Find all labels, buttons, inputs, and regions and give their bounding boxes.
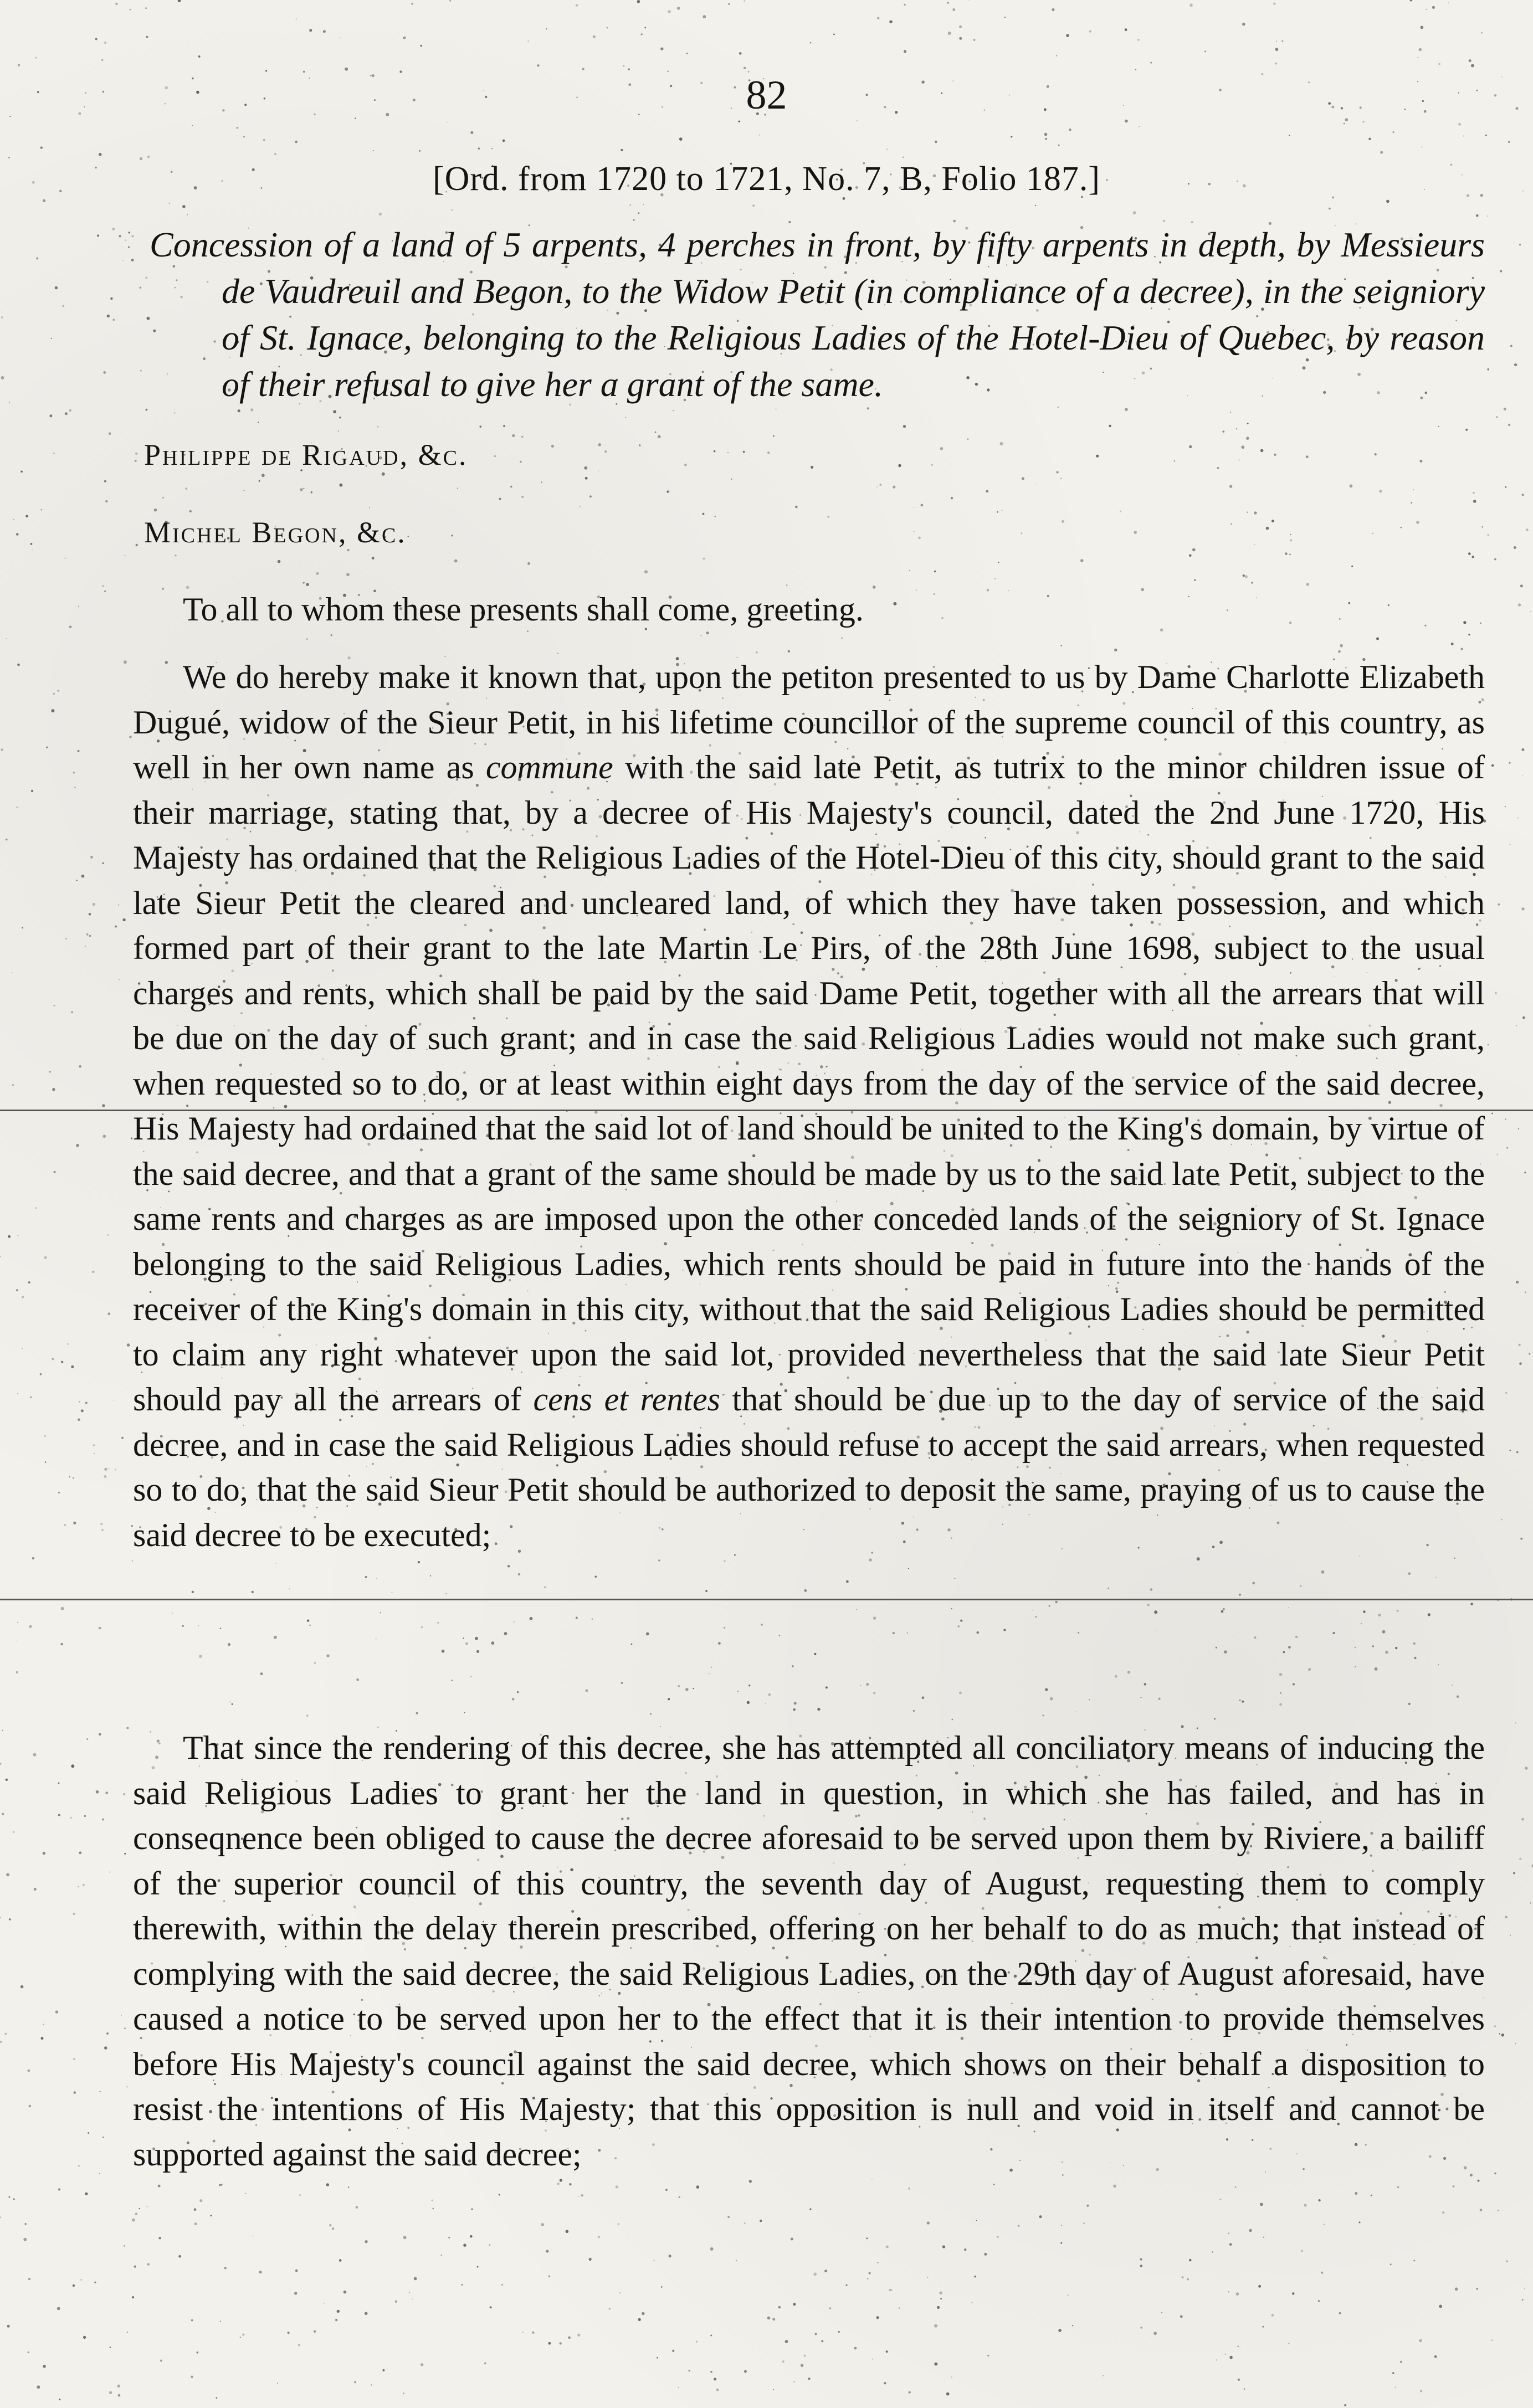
signatory-1: Philippe de Rigaud, &c. <box>144 438 468 471</box>
paragraph-2 <box>133 1726 1485 2177</box>
header-reference: [Ord. from 1720 to 1721, No. 7, B, Folio 187.] <box>432 160 1101 198</box>
scan-line-2 <box>0 1599 1533 1600</box>
paragraph-1-italic-2: cens et rentes <box>533 1381 720 1418</box>
signatory-2: Michel Begon, &c. <box>144 516 407 549</box>
paragraph-2-text: That since the rendering of this decree, she has attempted all conciliatory means of inducing the said Religious Ladies to grant her the land in question, in which she has failed, and has in conseqnence been obliged to cause the decree aforesaid to be served upon them by Riviere, a bailiff of the superior council of this country, the seventh day of August, requesting them to comply therewith, within the delay therein prescribed, offering on her behalf to do as much; that instead of complying with the said decree, the said Religious Ladies, on the 29th day of August aforesaid, have caused a notice to be served upon her to the effect that it is their intention to provide themselves before His Majesty's council against the said decree, which shows on their behalf a disposition to resist the intentions of His Majesty; that this opposition is null and void in itself and cannot be supported against the said decree; <box>133 1729 1485 2173</box>
greeting-line <box>133 587 1485 633</box>
greeting-text: To all to whom these presents shall come, greeting. <box>183 591 864 628</box>
document-caption <box>150 222 1485 408</box>
paragraph-1-italic-1: commune <box>485 749 613 785</box>
caption-text: Concession of a land of 5 arpents, 4 perches in front, by fifty arpents in depth, by Messieurs de Vaudreuil and Begon, to the Widow Petit (in compliance of a decree), in the seigniory of St. Ignace, belonging to the Religious Ladies of the Hotel-Dieu of Quebec, by reason of their refusal to give her a grant of the same. <box>150 225 1485 404</box>
paragraph-1-part-1: We do hereby make it known that, upon the petiton presented to us by Dame Charlotte Elizabeth Dugué, widow of the Sieur Petit, in his lifetime councillor of the supreme council of this country, as well in her own name as <box>133 659 1485 785</box>
paragraph-1-part-2: with the said late Petit, as tutrix to the minor children issue of their marriage, stating that, by a decree of His Majesty's council, dated the 2nd June 1720, His Majesty has ordained that the Religious Ladies of the Hotel-Dieu of this city, should grant to the said late Sieur Petit the cleared and uncleared land, of which they have taken possession, and which formed part of their grant to the late Martin Le Pirs, of the 28th June 1698, subject to the usual charges and rents, which shall be paid by the said Dame Petit, together with all the arrears that will be due on the day of such grant; and in case the said Religious Ladies would not make such grant, when requested so to do, or at least within eight days from the day of the service of the said decree, His Majesty had ordained that the said lot of land should be united to the King's domain, by virtue of the said decree, and that a grant of the same should be made by us to the said late Petit, subject to the same rents and charges as are imposed upon the other conceded lands of the seigniory of St. Ignace belonging to the said Religious Ladies, which rents should be paid in future into the hands of the receiver of the King's domain in this city, without that the said Religious Ladies should be permitted to claim any right whatever upon the said lot, provided nevertheless that the said late Sieur Petit should pay all the arrears of <box>133 749 1485 1418</box>
page-number: 82 <box>746 73 787 118</box>
paragraph-1-part-3: that should be due up to the day of service of the said decree, and in case the said Religious Ladies should refuse to accept the said arrears, when requested so to do, that the said Sieur Petit should be authorized to deposit the same, praying of us to cause the said decree to be executed; <box>133 1381 1485 1553</box>
paragraph-1 <box>133 655 1485 1558</box>
